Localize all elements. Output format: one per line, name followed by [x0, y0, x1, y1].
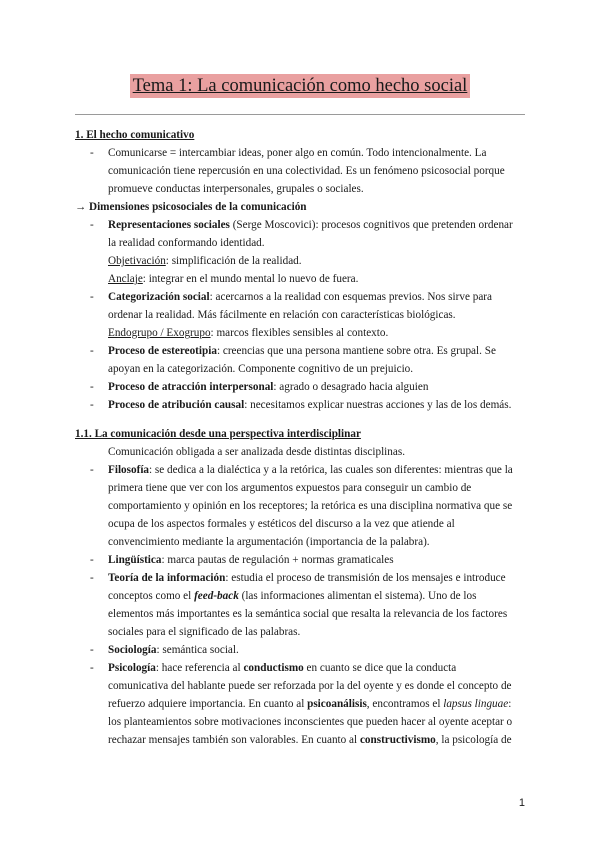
- bullet-dash: -: [90, 662, 94, 674]
- list-item: [75, 569, 527, 587]
- definition: : se dedica a la dialéctica y a la retórica, las cuales son diferentes: mientras que la: [149, 464, 513, 476]
- sub-definition: [75, 270, 527, 288]
- text-run: rechazar mensajes también son valorables. En cuanto al: [108, 734, 360, 746]
- section-heading: 1. El hecho comunicativo: [75, 129, 195, 141]
- definition: : agrado o desagrado hacia alguien: [273, 381, 429, 393]
- title-block: [0, 74, 600, 98]
- paragraph-line: Comunicarse = intercambiar ideas, poner algo en común. Todo intencionalmente. La: [108, 147, 487, 159]
- bullet-dash: -: [90, 464, 94, 476]
- term: conductismo: [243, 662, 304, 674]
- paragraph-line: convencimiento mediante la argumentación (importancia de la palabra).: [108, 536, 430, 548]
- list-item: [75, 396, 527, 414]
- list-item: [75, 659, 527, 677]
- definition: : marca pautas de regulación + normas gramaticales: [161, 554, 394, 566]
- page-title: Tema 1: La comunicación como hecho social: [130, 74, 471, 98]
- definition: : acercarnos a la realidad con esquemas previos. Nos sirve para: [209, 291, 492, 303]
- paragraph-line: [75, 731, 527, 749]
- list-item: [75, 216, 527, 234]
- term: Sociología: [108, 644, 157, 656]
- list-item: [75, 551, 527, 569]
- paragraph-line: los planteamientos sobre motivaciones inconscientes que pueden hacer al oyente aceptar o: [108, 716, 513, 728]
- text-run: (las informaciones alimentan el sistema). Uno de los: [238, 590, 477, 602]
- term: Filosofía: [108, 464, 150, 476]
- paragraph-line: comunicativa del hablante puede ser reforzada por la del oyente y es donde el concepto de: [108, 680, 512, 692]
- definition: : marcos flexibles sensibles al contexto.: [210, 327, 389, 339]
- definition: : simplificación de la realidad.: [165, 255, 302, 267]
- section-heading: 1.1. La comunicación desde una perspectiva interdisciplinar: [75, 428, 361, 440]
- term: Objetivación: [108, 255, 166, 267]
- term: Categorización social: [108, 291, 210, 303]
- paragraph-line: primera tiene que ver con los argumentos expuestos para conseguir un cambio de: [108, 482, 472, 494]
- paragraph-line: ordenar la realidad. Más fácilmente en relación con características biológicas.: [108, 309, 456, 321]
- term: Proceso de estereotipia: [108, 345, 217, 357]
- paragraph-line: promueve conductas interpersonales, grupales o sociales.: [108, 183, 364, 195]
- bullet-dash: -: [90, 399, 94, 411]
- term: Psicología: [108, 662, 156, 674]
- text-run: conceptos como el: [108, 590, 195, 602]
- sub-definition: [75, 324, 527, 342]
- paragraph-line: comportamiento y opinión en los receptores; la retórica es una disciplina normativa que se: [108, 500, 513, 512]
- paragraph-line: elementos más importantes es la semántica social que resalta la relevancia de los factores: [108, 608, 508, 620]
- sub-definition: [75, 252, 527, 270]
- paragraph-line: la realidad conformando identidad.: [108, 237, 265, 249]
- bullet-dash: -: [90, 219, 94, 231]
- list-item: [75, 641, 527, 659]
- list-item: [75, 288, 527, 306]
- term: Lingüística: [108, 554, 162, 566]
- definition: (Serge Moscovici): procesos cognitivos que pretenden ordenar: [229, 219, 513, 231]
- subsection-heading: → Dimensiones psicosociales de la comunicación: [75, 201, 307, 213]
- definition: : semántica social.: [156, 644, 239, 656]
- bullet-dash: -: [90, 291, 94, 303]
- paragraph-line: [75, 587, 527, 605]
- term: psicoanálisis: [307, 698, 367, 710]
- bullet-dash: -: [90, 572, 94, 584]
- text-run: , encontramos el: [366, 698, 444, 710]
- term: Endogrupo / Exogrupo: [108, 327, 211, 339]
- bullet-dash: -: [90, 554, 94, 566]
- bullet-dash: -: [90, 147, 94, 159]
- page-number: 1: [518, 797, 525, 809]
- document-body: [75, 126, 527, 749]
- text-run: en cuanto se dice que la conducta: [303, 662, 457, 674]
- list-item: [75, 461, 527, 479]
- definition: : estudia el proceso de transmisión de los mensajes e introduce: [225, 572, 506, 584]
- definition: : creencias que una persona mantiene sobre otra. Es grupal. Se: [216, 345, 496, 357]
- term: constructivismo: [359, 734, 436, 746]
- text-run: : hace referencia al: [155, 662, 244, 674]
- list-item: [75, 378, 527, 396]
- bullet-dash: -: [90, 644, 94, 656]
- text-run: refuerzo adquiere importancia. En cuanto al: [108, 698, 308, 710]
- term: Proceso de atribución causal: [108, 399, 245, 411]
- paragraph-line: Comunicación obligada a ser analizada desde distintas disciplinas.: [108, 446, 406, 458]
- text-run: :: [508, 698, 512, 710]
- emphasis-term: feed-back: [194, 590, 239, 602]
- bullet-dash: -: [90, 381, 94, 393]
- paragraph-line: apoyan en la categorización. Componente cognitivo de un prejuicio.: [108, 363, 414, 375]
- list-item: [75, 342, 527, 360]
- spacer: [75, 414, 527, 425]
- paragraph-line: ocupa de los aspectos formales y estéticos del discurso a la vez que atiende al: [108, 518, 455, 530]
- term: Representaciones sociales: [108, 219, 230, 231]
- emphasis-term: lapsus linguae: [443, 698, 509, 710]
- term: Proceso de atracción interpersonal: [108, 381, 274, 393]
- paragraph-line: [75, 695, 527, 713]
- list-item: [75, 144, 527, 162]
- definition: : necesitamos explicar nuestras acciones y las de los demás.: [244, 399, 512, 411]
- text-run: , la psicología de: [435, 734, 512, 746]
- paragraph-line: comunicación tiene repercusión en una colectividad. Es un fenómeno psicosocial porque: [108, 165, 505, 177]
- term: Anclaje: [108, 273, 143, 285]
- bullet-dash: -: [90, 345, 94, 357]
- title-divider: [75, 114, 525, 115]
- definition: : integrar en el mundo mental lo nuevo de fuera.: [142, 273, 359, 285]
- term: Teoría de la información: [108, 572, 226, 584]
- paragraph-line: sociales para el significado de las palabras.: [108, 626, 301, 638]
